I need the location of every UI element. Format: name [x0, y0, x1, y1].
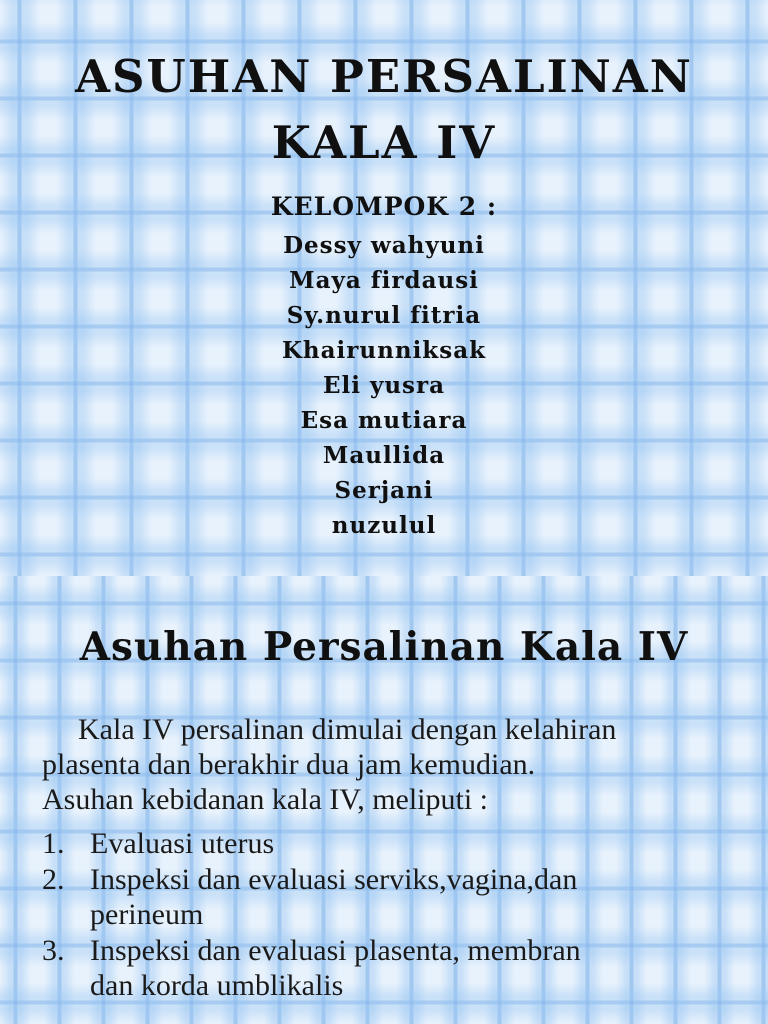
list-item	[42, 826, 742, 861]
list-item-number: 2.	[42, 863, 65, 896]
paragraph-line: Kala IV persalinan dimulai dengan kelahiran	[78, 713, 617, 746]
list-item-text	[90, 933, 742, 1003]
member-name: nuzulul	[331, 512, 437, 539]
list-item-line: Inspeksi dan evaluasi serviks,vagina,dan	[90, 863, 578, 896]
slide1-title-line2: KALA IV	[271, 116, 497, 169]
member-list	[0, 228, 768, 543]
list-item	[42, 862, 742, 932]
member-name: Serjani	[334, 477, 434, 504]
slide1-title-line1: ASUHAN PERSALINAN	[75, 50, 693, 103]
slide2-heading: Asuhan Persalinan Kala IV	[79, 624, 689, 670]
paragraph-line: plasenta dan berakhir dua jam kemudian.	[42, 748, 536, 781]
paragraph-line: Asuhan kebidanan kala IV, meliputi :	[42, 783, 489, 816]
slide1-title	[0, 44, 768, 176]
cutoff-next-line-hint	[128, 1019, 248, 1024]
list-item-line: Inspeksi dan evaluasi plasenta, membran	[90, 934, 581, 967]
numbered-list	[42, 826, 742, 1004]
member-name: Esa mutiara	[300, 407, 468, 434]
list-item-line: dan korda umblikalis	[90, 969, 344, 1002]
list-item-line: Evaluasi uterus	[90, 827, 275, 860]
member-name: Dessy wahyuni	[283, 232, 485, 259]
member-name: Maullida	[322, 442, 446, 469]
member-name: Maya firdausi	[289, 267, 479, 294]
intro-paragraph	[42, 712, 732, 817]
list-item-text	[90, 826, 742, 861]
list-item-line: perineum	[90, 898, 204, 931]
list-item-number: 1.	[42, 827, 65, 860]
member-name: Khairunniksak	[281, 337, 487, 364]
member-name: Sy.nurul fitria	[286, 302, 482, 329]
list-item	[42, 933, 742, 1003]
list-item-number: 3.	[42, 934, 65, 967]
member-name: Eli yusra	[322, 372, 446, 399]
list-item-text	[90, 862, 742, 932]
group-label: KELOMPOK 2 :	[270, 192, 498, 221]
